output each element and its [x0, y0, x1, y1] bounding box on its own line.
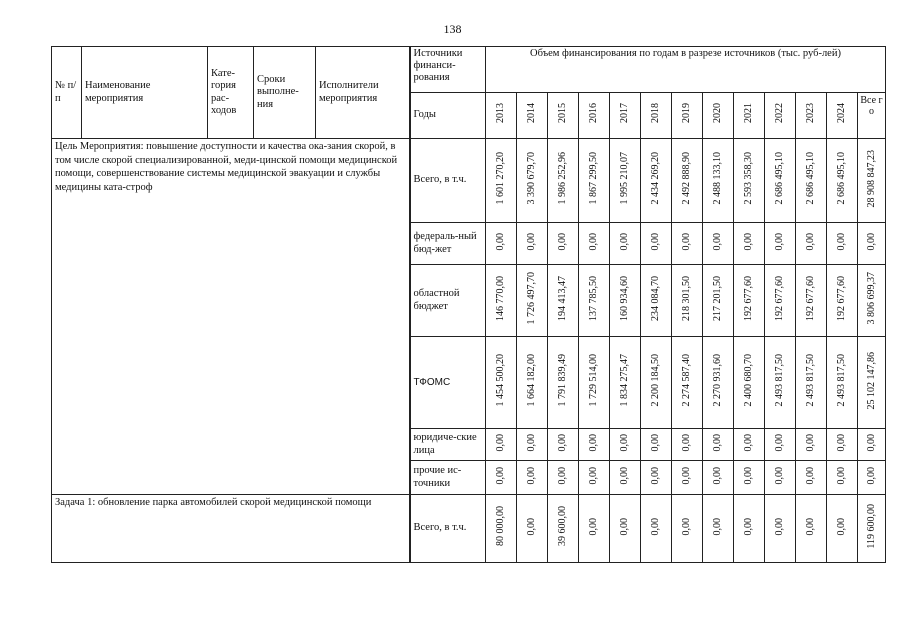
value-text: 137 785,50	[588, 275, 600, 321]
value-cell	[641, 337, 672, 429]
value-cell	[579, 429, 610, 461]
header-terms: Сроки выполне-ния	[254, 47, 316, 139]
value-cell	[796, 139, 827, 223]
value-cell	[579, 265, 610, 337]
value-cell	[548, 461, 579, 495]
value-text: 0,00	[526, 232, 538, 251]
value-text: 2 493 817,50	[805, 354, 817, 407]
value-text: 0,00	[865, 232, 877, 251]
value-cell	[486, 429, 517, 461]
value-cell	[765, 337, 796, 429]
value-text: 234 084,70	[650, 275, 662, 321]
source-label: федераль-ный бюд-жет	[410, 223, 486, 265]
header-years-label: Годы	[410, 93, 486, 139]
value-text: 194 413,47	[557, 275, 569, 321]
value-text: 0,00	[619, 433, 631, 452]
goal-row	[52, 139, 886, 223]
task1-description: Задача 1: обновление парка автомобилей скорой медицинской помощи	[52, 495, 410, 563]
header-num: № п/п	[52, 47, 82, 139]
value-text: 0,00	[681, 517, 693, 536]
value-cell	[858, 495, 886, 563]
value-cell	[827, 461, 858, 495]
value-text: 0,00	[774, 232, 786, 251]
value-text: 0,00	[743, 466, 755, 485]
year-label: 2024	[836, 103, 848, 124]
value-text: 1 729 514,00	[588, 354, 600, 407]
value-cell	[610, 495, 641, 563]
value-cell	[641, 495, 672, 563]
value-text: 0,00	[743, 517, 755, 536]
value-text: 0,00	[836, 232, 848, 251]
value-text: 0,00	[836, 433, 848, 452]
total-header: Все го	[858, 93, 886, 139]
value-text: 0,00	[712, 466, 724, 485]
value-text: 0,00	[619, 232, 631, 251]
value-text: 146 770,00	[495, 275, 507, 321]
header-category: Кате-гория рас-ходов	[208, 47, 254, 139]
value-text: 0,00	[681, 232, 693, 251]
value-cell	[703, 495, 734, 563]
value-cell	[703, 337, 734, 429]
year-header	[672, 93, 703, 139]
value-text: 1 834 275,47	[619, 354, 631, 407]
value-text: 0,00	[774, 466, 786, 485]
value-cell	[703, 139, 734, 223]
value-text: 1 867 299,50	[588, 152, 600, 205]
value-text: 1 995 210,07	[619, 152, 631, 205]
value-cell	[641, 139, 672, 223]
year-header	[548, 93, 579, 139]
value-text: 0,00	[743, 433, 755, 452]
value-cell	[827, 223, 858, 265]
value-text: 2 492 888,90	[681, 152, 693, 205]
value-cell	[734, 223, 765, 265]
year-label: 2018	[650, 103, 662, 124]
value-cell	[579, 337, 610, 429]
value-cell	[610, 461, 641, 495]
value-cell	[486, 495, 517, 563]
value-cell	[796, 495, 827, 563]
value-cell	[672, 139, 703, 223]
value-cell	[579, 495, 610, 563]
value-text: 0,00	[865, 466, 877, 485]
value-text: 0,00	[557, 232, 569, 251]
value-text: 1 454 500,20	[495, 354, 507, 407]
year-header	[796, 93, 827, 139]
value-text: 2 686 495,10	[836, 152, 848, 205]
year-header	[517, 93, 548, 139]
value-text: 0,00	[681, 466, 693, 485]
value-text: 0,00	[805, 433, 817, 452]
header-executors: Исполнители мероприятия	[316, 47, 410, 139]
value-text: 2 493 817,50	[836, 354, 848, 407]
value-cell	[579, 139, 610, 223]
value-cell	[734, 139, 765, 223]
value-text: 217 201,50	[712, 275, 724, 321]
value-cell	[858, 223, 886, 265]
year-header	[486, 93, 517, 139]
year-header	[765, 93, 796, 139]
year-label: 2015	[557, 103, 569, 124]
value-text: 2 686 495,10	[774, 152, 786, 205]
value-text: 3 806 699,37	[865, 272, 877, 325]
value-cell	[579, 461, 610, 495]
year-header	[703, 93, 734, 139]
value-text: 1 791 839,49	[557, 354, 569, 407]
value-text: 2 686 495,10	[805, 152, 817, 205]
value-text: 0,00	[712, 433, 724, 452]
year-header	[579, 93, 610, 139]
value-text: 0,00	[526, 433, 538, 452]
value-cell	[517, 139, 548, 223]
value-cell	[610, 223, 641, 265]
value-text: 0,00	[836, 517, 848, 536]
value-text: 0,00	[588, 433, 600, 452]
value-text: 2 593 358,30	[743, 152, 755, 205]
header-name: Наименование мероприятия	[82, 47, 208, 139]
value-cell	[765, 139, 796, 223]
value-text: 0,00	[495, 466, 507, 485]
value-text: 80 000,00	[495, 506, 507, 547]
value-cell	[765, 461, 796, 495]
value-cell	[827, 139, 858, 223]
value-cell	[858, 461, 886, 495]
value-cell	[486, 139, 517, 223]
year-label: 2021	[743, 103, 755, 124]
value-text: 0,00	[619, 466, 631, 485]
value-text: 39 600,00	[557, 506, 569, 547]
financing-table	[51, 46, 886, 563]
year-header	[734, 93, 765, 139]
value-text: 0,00	[495, 232, 507, 251]
year-header	[641, 93, 672, 139]
year-label: 2019	[681, 103, 693, 124]
header-volume: Объем финансирования по годам в разрезе источников (тыс. руб-лей)	[486, 47, 886, 93]
task1-row	[52, 495, 886, 563]
value-cell	[610, 265, 641, 337]
value-text: 2 488 133,10	[712, 152, 724, 205]
goal-description: Цель Мероприятия: повышение доступности и качества ока-зания скорой, в том числе скорой специализированной, меди-цинской помощи медицинской помощи, совершенствование системы медицинской эвакуации и службы медицины ката-строф	[52, 139, 410, 495]
value-cell	[517, 265, 548, 337]
value-cell	[548, 337, 579, 429]
value-text: 2 400 680,70	[743, 354, 755, 407]
value-text: 192 677,60	[805, 275, 817, 321]
value-text: 0,00	[650, 466, 662, 485]
value-cell	[734, 337, 765, 429]
value-cell	[827, 337, 858, 429]
year-label: 2023	[805, 103, 817, 124]
value-text: 0,00	[805, 517, 817, 536]
value-cell	[858, 337, 886, 429]
header-sources: Источники финанси-рования	[410, 47, 486, 93]
year-label: 2014	[526, 103, 538, 124]
value-text: 0,00	[743, 232, 755, 251]
value-text: 0,00	[650, 433, 662, 452]
value-cell	[765, 495, 796, 563]
value-cell	[765, 265, 796, 337]
value-cell	[734, 265, 765, 337]
value-text: 0,00	[774, 517, 786, 536]
value-text: 1 601 270,20	[495, 152, 507, 205]
value-cell	[827, 495, 858, 563]
value-text: 0,00	[526, 466, 538, 485]
value-text: 2 200 184,50	[650, 354, 662, 407]
value-text: 0,00	[805, 232, 817, 251]
value-cell	[672, 223, 703, 265]
page-number: 138	[443, 22, 462, 36]
year-header	[610, 93, 641, 139]
value-cell	[765, 223, 796, 265]
value-cell	[672, 461, 703, 495]
value-text: 1 664 182,00	[526, 354, 538, 407]
source-label: Всего, в т.ч.	[410, 495, 486, 563]
value-text: 1 726 497,70	[526, 272, 538, 325]
value-text: 0,00	[774, 433, 786, 452]
value-cell	[486, 265, 517, 337]
value-cell	[486, 337, 517, 429]
year-label: 2020	[712, 103, 724, 124]
value-text: 0,00	[526, 517, 538, 536]
source-label: ТФОМС	[410, 337, 486, 429]
value-cell	[672, 429, 703, 461]
value-cell	[703, 429, 734, 461]
value-cell	[672, 337, 703, 429]
value-text: 28 908 847,23	[865, 149, 877, 208]
value-cell	[734, 495, 765, 563]
value-text: 2 274 587,40	[681, 354, 693, 407]
value-cell	[796, 429, 827, 461]
year-label: 2022	[774, 103, 786, 124]
value-cell	[548, 265, 579, 337]
value-text: 0,00	[650, 232, 662, 251]
year-label: 2016	[588, 103, 600, 124]
year-header	[827, 93, 858, 139]
value-cell	[734, 429, 765, 461]
value-cell	[517, 223, 548, 265]
value-text: 0,00	[681, 433, 693, 452]
value-cell	[548, 223, 579, 265]
value-cell	[641, 461, 672, 495]
value-cell	[858, 429, 886, 461]
value-text: 25 102 147,86	[865, 351, 877, 410]
value-text: 0,00	[588, 232, 600, 251]
value-text: 2 434 269,20	[650, 152, 662, 205]
value-text: 0,00	[712, 517, 724, 536]
value-text: 0,00	[588, 466, 600, 485]
value-text: 192 677,60	[836, 275, 848, 321]
value-cell	[517, 337, 548, 429]
value-cell	[703, 223, 734, 265]
value-text: 192 677,60	[774, 275, 786, 321]
value-text: 218 301,50	[681, 275, 693, 321]
value-text: 3 390 679,70	[526, 152, 538, 205]
value-cell	[858, 139, 886, 223]
value-cell	[796, 265, 827, 337]
value-text: 2 270 931,60	[712, 354, 724, 407]
value-cell	[672, 265, 703, 337]
value-cell	[548, 495, 579, 563]
year-label: 2013	[495, 103, 507, 124]
value-text: 0,00	[836, 466, 848, 485]
value-cell	[796, 461, 827, 495]
value-cell	[517, 461, 548, 495]
value-cell	[858, 265, 886, 337]
value-text: 0,00	[495, 433, 507, 452]
source-label: прочие ис-точники	[410, 461, 486, 495]
value-cell	[641, 429, 672, 461]
value-cell	[641, 223, 672, 265]
value-text: 0,00	[650, 517, 662, 536]
value-cell	[672, 495, 703, 563]
source-label: областной бюджет	[410, 265, 486, 337]
value-cell	[734, 461, 765, 495]
value-text: 0,00	[865, 433, 877, 452]
value-cell	[579, 223, 610, 265]
value-text: 119 600,00	[865, 504, 877, 549]
value-cell	[641, 265, 672, 337]
value-text: 0,00	[805, 466, 817, 485]
value-text: 2 493 817,50	[774, 354, 786, 407]
value-cell	[796, 223, 827, 265]
value-cell	[827, 429, 858, 461]
value-text: 0,00	[588, 517, 600, 536]
value-cell	[486, 461, 517, 495]
value-cell	[703, 461, 734, 495]
value-cell	[548, 139, 579, 223]
value-cell	[548, 429, 579, 461]
value-cell	[610, 139, 641, 223]
value-cell	[517, 429, 548, 461]
value-text: 0,00	[557, 466, 569, 485]
value-text: 1 986 252,96	[557, 152, 569, 205]
value-cell	[703, 265, 734, 337]
source-label: юридиче-ские лица	[410, 429, 486, 461]
value-cell	[765, 429, 796, 461]
value-cell	[517, 495, 548, 563]
value-text: 192 677,60	[743, 275, 755, 321]
value-cell	[610, 429, 641, 461]
year-label: 2017	[619, 103, 631, 124]
source-label: Всего, в т.ч.	[410, 139, 486, 223]
value-text: 0,00	[712, 232, 724, 251]
value-text: 0,00	[619, 517, 631, 536]
value-text: 0,00	[557, 433, 569, 452]
value-cell	[796, 337, 827, 429]
value-text: 160 934,60	[619, 275, 631, 321]
value-cell	[827, 265, 858, 337]
value-cell	[610, 337, 641, 429]
value-cell	[486, 223, 517, 265]
